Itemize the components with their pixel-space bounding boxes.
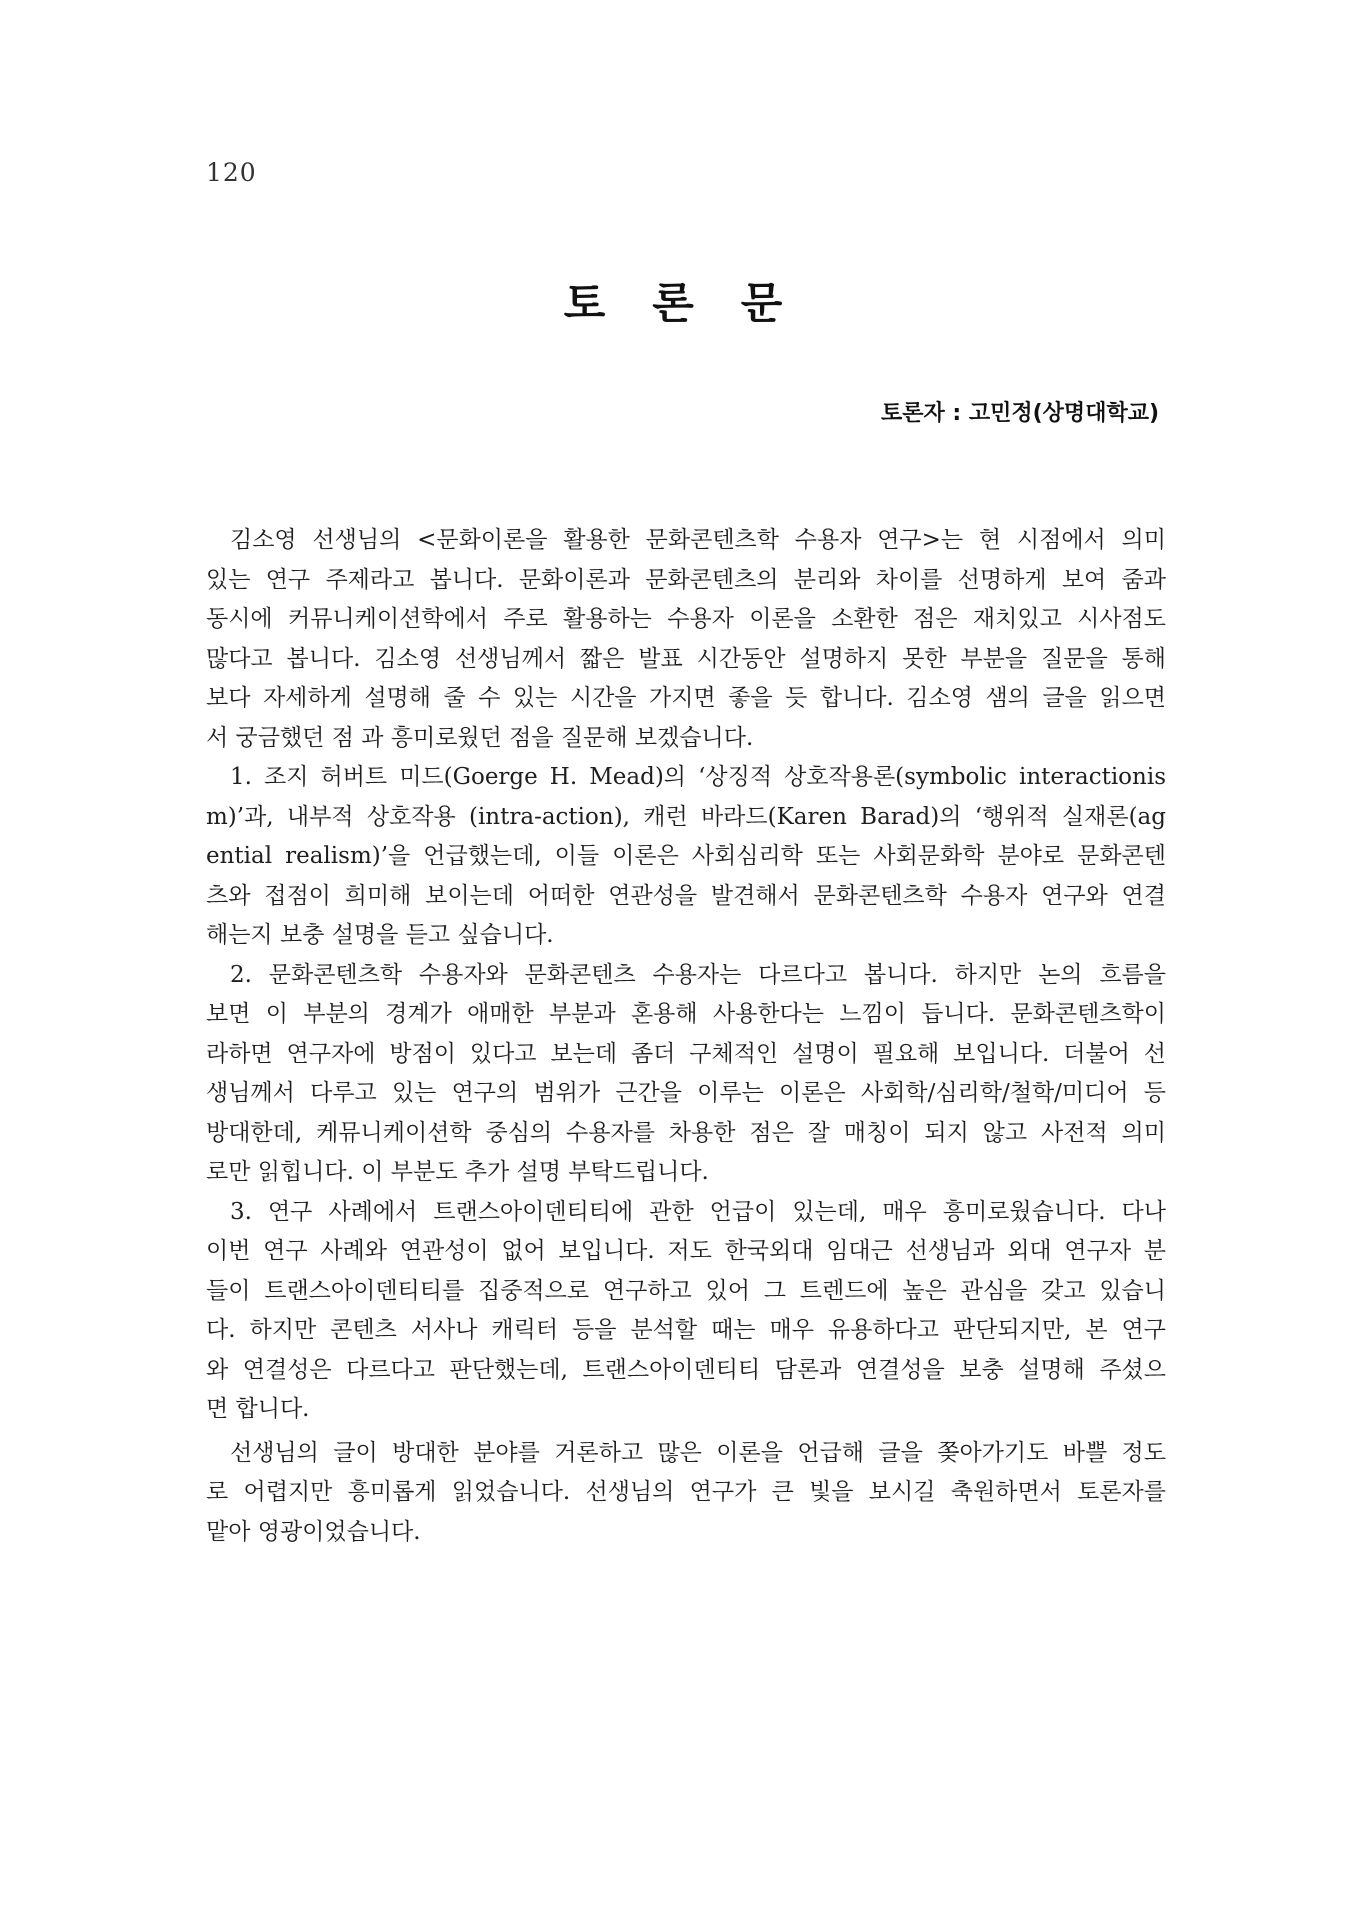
- text-line: 많다고 봅니다. 김소영 선생님께서 짧은 발표 시간동안 설명하지 못한 부분을 질문을 통해: [206, 645, 1166, 672]
- text-line: ential realism)’을 언급했는데, 이들 이론은 사회심리학 또는 사회문화학 분야로 문화콘텐: [206, 843, 1166, 869]
- text-line: 라하면 연구자에 방점이 있다고 보는데 좀더 구체적인 설명이 필요해 보입니다. 더불어 선: [206, 1040, 1166, 1067]
- text-line: 서 궁금했던 점 과 흥미로웠던 점을 질문해 보겠습니다.: [206, 724, 754, 751]
- text-line: 방대한데, 케뮤니케이션학 중심의 수용자를 차용한 점은 잘 매칭이 되지 않고 사전적 의미: [206, 1119, 1166, 1146]
- text-line: 보다 자세하게 설명해 줄 수 있는 시간을 가지면 좋을 듯 합니다. 김소영 샘의 글을 읽으면: [206, 685, 1166, 711]
- text-line: 선생님의 글이 방대한 분야를 거론하고 많은 이론을 언급해 글을 쫒아가기도 바쁠 정도: [230, 1439, 1166, 1466]
- text-line: 3. 연구 사례에서 트랜스아이덴티티에 관한 언급이 있는데, 매우 흥미로웠습니다. 다나: [230, 1198, 1166, 1225]
- text-line: 있는 연구 주제라고 봅니다. 문화이론과 문화콘텐츠의 분리와 차이를 선명하게 보여 줌과: [206, 566, 1166, 593]
- author-line: 토론자 : 고민정(상명대학교): [881, 401, 1159, 426]
- text-line: 다. 하지만 콘텐츠 서사나 캐릭터 등을 분석할 때는 매우 유용하다고 판단되지만, 본 연구: [206, 1317, 1166, 1343]
- text-line: 이번 연구 사례와 연관성이 없어 보입니다. 저도 한국외대 임대근 선생님과 외대 연구자 분: [206, 1238, 1166, 1264]
- text-line: 2. 문화콘텐츠학 수용자와 문화콘텐츠 수용자는 다르다고 봅니다. 하지만 논의 흐름을: [230, 961, 1166, 988]
- text-line: 츠와 접점이 희미해 보이는데 어떠한 연관성을 발견해서 문화콘텐츠학 수용자 연구와 연결: [206, 882, 1166, 909]
- text-line: 1. 조지 허버트 미드(Goerge H. Mead)의 ‘상징적 상호작용론(symbolic interactionis: [230, 764, 1166, 790]
- text-line: 로 어렵지만 흥미롭게 읽었습니다. 선생님의 연구가 큰 빛을 보시길 축원하면서 토론자를: [206, 1479, 1166, 1505]
- text-line: 생님께서 다루고 있는 연구의 범위가 근간을 이루는 이론은 사회학/심리학/철학/미디어 등: [206, 1080, 1166, 1106]
- text-line: 와 연결성은 다르다고 판단했는데, 트랜스아이덴티티 담론과 연결성을 보충 설명해 주셨으: [206, 1356, 1166, 1383]
- body-text: [206, 521, 1166, 1552]
- text-line: 들이 트랜스아이덴티티를 집중적으로 연구하고 있어 그 트렌드에 높은 관심을 갖고 있습니: [206, 1277, 1166, 1304]
- text-line: 면 합니다.: [206, 1396, 310, 1422]
- text-line: 로만 읽힙니다. 이 부분도 추가 설명 부탁드립니다.: [206, 1159, 709, 1185]
- page-title: 토 론 문: [563, 279, 799, 329]
- text-line: m)’과, 내부적 상호작용 (intra-action), 캐런 바라드(Karen Barad)의 ‘행위적 실재론(ag: [206, 803, 1166, 830]
- text-line: 김소영 선생님의 <문화이론을 활용한 문화콘텐츠학 수용자 연구>는 현 시점에서 의미: [230, 527, 1166, 553]
- text-line: 해는지 보충 설명을 듣고 싶습니다.: [206, 922, 554, 948]
- page-number: 120: [206, 158, 257, 187]
- text-line: 동시에 커뮤니케이션학에서 주로 활용하는 수용자 이론을 소환한 점은 재치있고 시사점도: [206, 606, 1166, 632]
- text-line: 맡아 영광이었습니다.: [206, 1518, 421, 1545]
- text-line: 보면 이 부분의 경계가 애매한 부분과 혼용해 사용한다는 느낌이 듭니다. 문화콘텐츠학이: [206, 1001, 1166, 1027]
